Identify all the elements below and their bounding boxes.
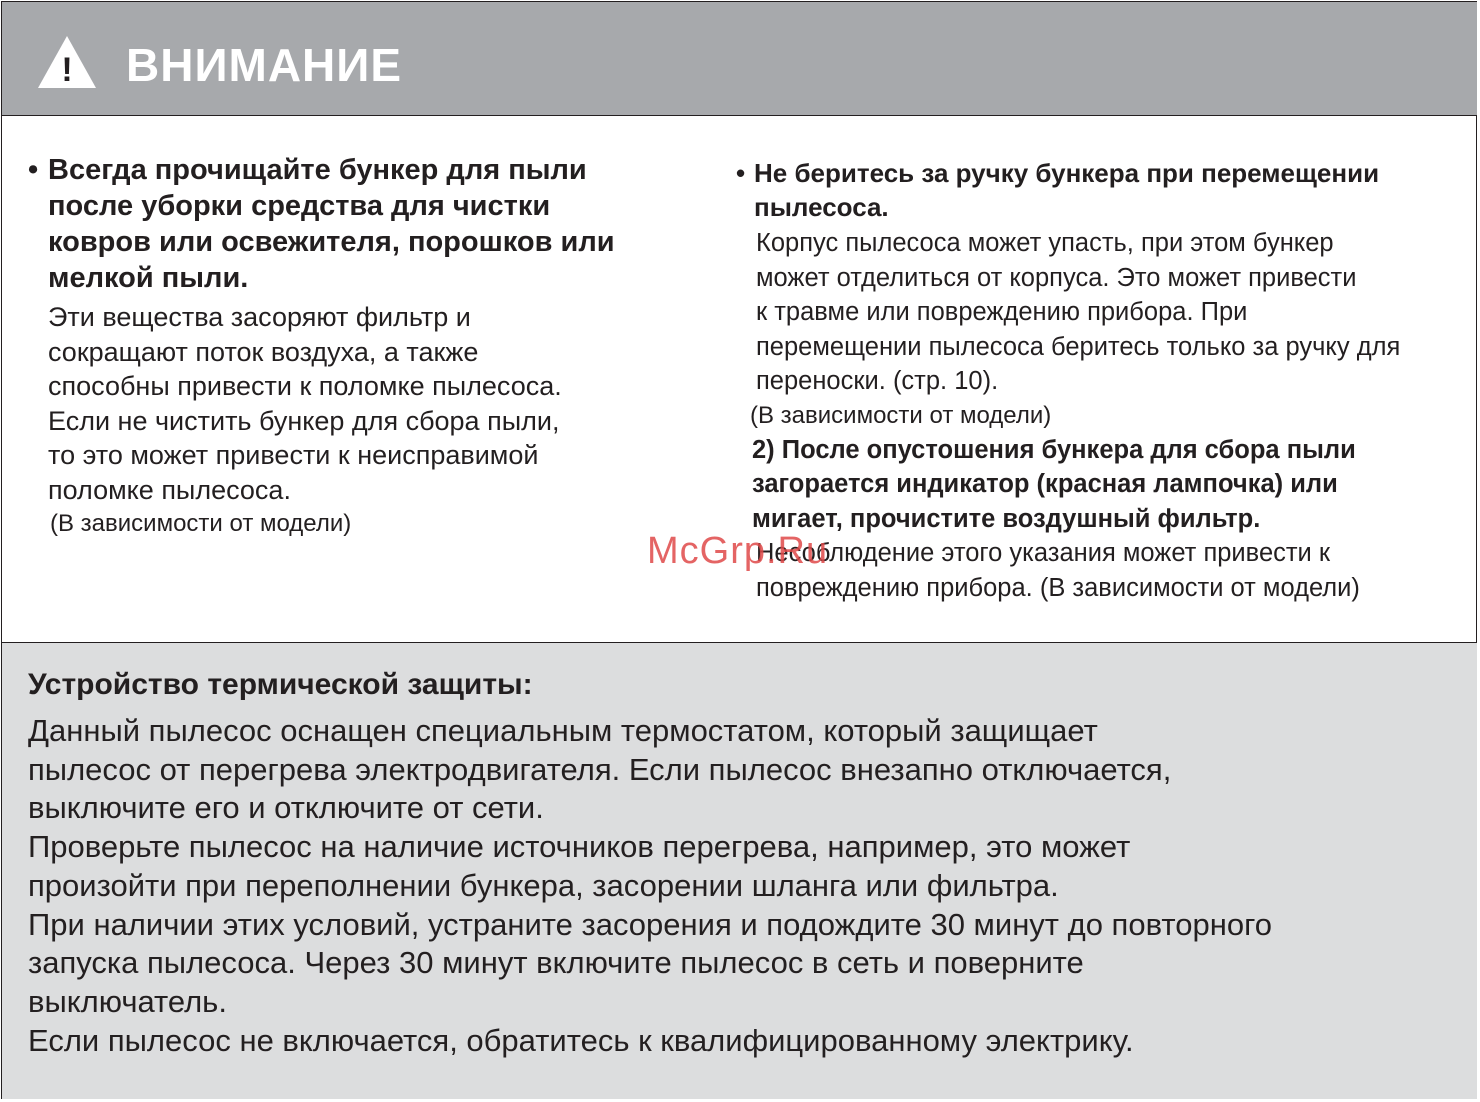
warning-icon-mark: !	[61, 51, 73, 89]
left-column	[28, 152, 708, 541]
thermal-line: произойти при переполнении бункера, засорении шланга или фильтра.	[28, 867, 1059, 903]
heading-line: загорается индикатор (красная лампочка) или	[752, 470, 1338, 498]
left-heading	[28, 152, 708, 296]
body-line: Если не чистить бункер для сбора пыли,	[48, 405, 560, 436]
right-column	[736, 156, 1471, 606]
bullet: •	[28, 154, 39, 186]
model-note: (В зависимости от модели)	[50, 510, 352, 537]
heading-line: ковров или освежителя, порошков или	[48, 226, 615, 258]
right-heading	[736, 156, 1471, 224]
heading-line: пылесоса.	[754, 192, 889, 222]
body-line: Корпус пылесоса может упасть, при этом бункер	[756, 229, 1334, 257]
heading-line: 2) После опустошения бункера для сбора пыли	[752, 435, 1356, 464]
page-title: ВНИМАНИЕ	[126, 39, 403, 91]
heading-line: мелкой пыли.	[48, 262, 249, 294]
body-line: Несоблюдение этого указания может привести к	[756, 539, 1331, 567]
thermal-line: Данный пылесос оснащен специальным термостатом, который защищает	[28, 713, 1098, 748]
right-body	[736, 226, 1471, 399]
bullet: •	[736, 158, 746, 188]
thermal-line: выключатель.	[28, 983, 227, 1019]
warning-header	[2, 2, 1477, 116]
left-body	[28, 300, 708, 507]
thermal-title: Устройство термической защиты:	[28, 668, 533, 701]
right-body-2	[736, 536, 1471, 606]
watermark: McGrp.Ru	[647, 530, 829, 572]
body-line: способны привести к поломке пылесоса.	[48, 371, 562, 401]
body-line: сокращают поток воздуха, а также	[48, 336, 479, 367]
thermal-text	[28, 712, 1448, 1060]
thermal-line: Проверьте пылесос на наличие источников перегрева, например, это может	[28, 829, 1131, 865]
thermal-line: Если пылесос не включается, обратитесь к квалифицированному электрику.	[28, 1022, 1134, 1058]
right-heading-2	[736, 433, 1471, 537]
body-line: повреждению прибора. (В зависимости от модели)	[756, 574, 1360, 602]
body-line: Эти вещества засоряют фильтр и	[48, 302, 471, 332]
thermal-line: выключите его и отключите от сети.	[28, 790, 544, 826]
body-line: переноски. (стр. 10).	[756, 367, 999, 395]
heading-line: Всегда прочищайте бункер для пыли	[48, 154, 587, 186]
model-note: (В зависимости от модели)	[750, 401, 1052, 429]
thermal-line: При наличии этих условий, устраните засорения и подождите 30 минут до повторного	[28, 906, 1272, 942]
heading-line: мигает, прочистите воздушный фильтр.	[752, 504, 1261, 533]
body-line: поломке пылесоса.	[48, 474, 291, 505]
body-line: то это может привести к неисправимой	[48, 440, 539, 470]
warning-triangle-icon	[36, 34, 98, 90]
body-line: к травме или повреждению прибора. При	[756, 298, 1248, 326]
body-line: может отделиться от корпуса. Это может привести	[756, 263, 1357, 292]
body-line: перемещении пылесоса беритесь только за ручку для	[756, 332, 1401, 361]
heading-line: Не беритесь за ручку бункера при перемещении	[754, 158, 1380, 188]
heading-line: после уборки средства для чистки	[48, 190, 551, 222]
thermal-line: пылесос от перегрева электродвигателя. Если пылесос внезапно отключается,	[28, 751, 1172, 787]
thermal-line: запуска пылесоса. Через 30 минут включите пылесос в сеть и поверните	[28, 945, 1084, 981]
